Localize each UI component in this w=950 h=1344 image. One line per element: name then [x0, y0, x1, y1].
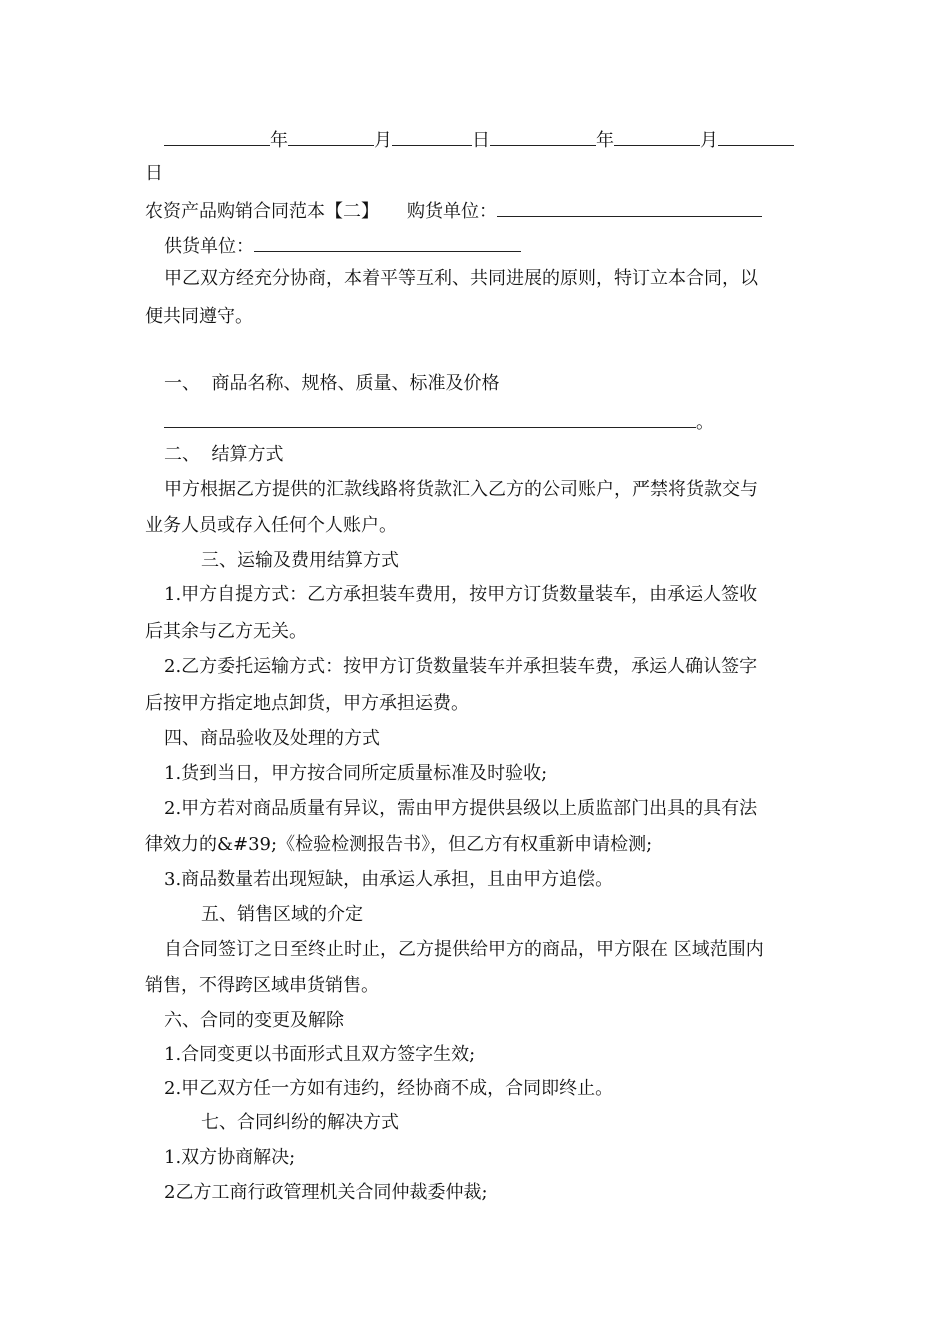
section-1-heading: 一、 商品名称、规格、质量、标准及价格 — [164, 373, 500, 394]
date-line — [164, 126, 794, 154]
section-1-period: 。 — [696, 412, 714, 433]
section-4-item-1: 1.货到当日，甲方按合同所定质量标准及时验收; — [164, 763, 548, 784]
blank-day-2 — [718, 126, 794, 146]
month-label: 月 — [700, 130, 718, 151]
section-3-item-1-line-2: 后其余与乙方无关。 — [145, 621, 307, 642]
section-7-item-2: 2乙方工商行政管理机关合同仲裁委仲裁; — [164, 1182, 488, 1203]
section-3-item-2-line-1: 2.乙方委托运输方式：按甲方订货数量装车并承担装车费，承运人确认签字 — [164, 656, 758, 677]
supplier-line — [164, 232, 521, 260]
section-3-item-1-line-1: 1.甲方自提方式：乙方承担装车费用，按甲方订货数量装车，由承运人签收 — [164, 584, 758, 605]
section-7-heading: 七、合同纠纷的解决方式 — [201, 1112, 399, 1133]
buyer-blank — [497, 197, 762, 217]
intro-line-2: 便共同遵守。 — [145, 306, 253, 327]
blank-year-1 — [164, 126, 270, 146]
year-label: 年 — [270, 130, 288, 151]
blank-year-2 — [490, 126, 596, 146]
section-5-line-2: 销售，不得跨区域串货销售。 — [145, 975, 379, 996]
month-label: 月 — [374, 130, 392, 151]
section-3-item-2-line-2: 后按甲方指定地点卸货，甲方承担运费。 — [145, 693, 469, 714]
title-line — [145, 197, 762, 225]
section-4-item-3: 3.商品数量若出现短缺，由承运人承担，且由甲方追偿。 — [164, 869, 614, 890]
day-label-wrapped: 日 — [145, 163, 163, 184]
section-2-heading: 二、 结算方式 — [164, 444, 284, 465]
blank-day-1 — [392, 126, 472, 146]
section-5-heading: 五、销售区域的介定 — [201, 904, 363, 925]
section-7-item-1: 1.双方协商解决; — [164, 1147, 296, 1168]
supplier-blank — [254, 232, 521, 252]
contract-title: 农资产品购销合同范本【二】 — [145, 201, 379, 222]
day-label: 日 — [472, 130, 490, 151]
section-2-line-2: 业务人员或存入任何个人账户。 — [145, 515, 397, 536]
section-1-blank-line — [164, 408, 714, 436]
section-6-item-1: 1.合同变更以书面形式且双方签字生效; — [164, 1044, 476, 1065]
section-4-item-2-line-2: 律效力的&#39;《检验检测报告书》，但乙方有权重新申请检测; — [145, 834, 653, 855]
section-5-line-1: 自合同签订之日至终止时止，乙方提供给甲方的商品，甲方限在 区域范围内 — [164, 939, 764, 960]
section-2-line-1: 甲方根据乙方提供的汇款线路将货款汇入乙方的公司账户，严禁将货款交与 — [164, 479, 758, 500]
year-label: 年 — [596, 130, 614, 151]
section-3-heading: 三、运输及费用结算方式 — [201, 550, 399, 571]
blank-month-1 — [288, 126, 374, 146]
supplier-label: 供货单位： — [164, 236, 254, 257]
section-4-item-2-line-1: 2.甲方若对商品质量有异议，需由甲方提供县级以上质监部门出具的具有法 — [164, 798, 758, 819]
section-4-heading: 四、商品验收及处理的方式 — [164, 728, 380, 749]
intro-line-1: 甲乙双方经充分协商，本着平等互利、共同进展的原则，特订立本合同，以 — [164, 268, 758, 289]
buyer-label: 购货单位： — [407, 201, 497, 222]
product-blank — [164, 408, 696, 428]
section-6-heading: 六、合同的变更及解除 — [164, 1010, 344, 1031]
section-6-item-2: 2.甲乙双方任一方如有违约，经协商不成，合同即终止。 — [164, 1078, 614, 1099]
blank-month-2 — [614, 126, 700, 146]
